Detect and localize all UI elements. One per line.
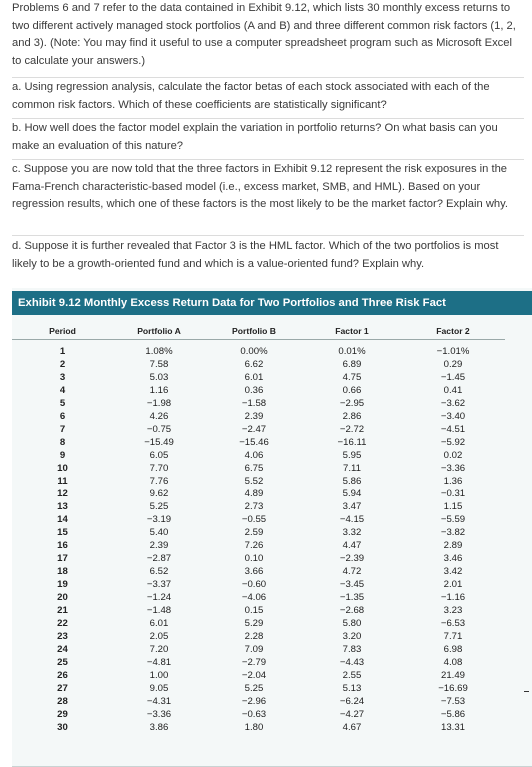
cell-portfolio-a: −0.75 <box>146 423 172 435</box>
cell-factor-1: 3.32 <box>342 527 362 539</box>
header-portfolio-a: Portfolio A <box>113 323 205 340</box>
cell-portfolio-a: 6.05 <box>149 449 169 461</box>
cell-period: 17 <box>57 553 68 565</box>
table-row <box>12 450 505 463</box>
cell-factor-2: 21.49 <box>440 669 465 681</box>
cell-portfolio-a: 7.20 <box>149 643 169 655</box>
cell-factor-2: −5.59 <box>440 514 466 526</box>
cell-portfolio-a: −2.87 <box>146 553 172 565</box>
question-a: a. Using regression analysis, calculate the factor betas of each stock associated with each of the common risk factors. Which of these coefficients are statistically significant? <box>12 81 490 111</box>
cell-factor-2: 3.42 <box>443 566 463 578</box>
table-row <box>12 540 505 553</box>
cell-factor-1: 4.47 <box>342 540 362 552</box>
cell-portfolio-b: −0.60 <box>241 579 267 591</box>
cell-period: 12 <box>57 488 68 500</box>
cell-factor-1: 5.95 <box>342 449 362 461</box>
cell-factor-1: −2.95 <box>339 397 365 409</box>
cell-portfolio-b: 5.52 <box>244 475 264 487</box>
cell-portfolio-a: 3.86 <box>149 721 169 733</box>
cell-portfolio-b: −4.06 <box>241 592 267 604</box>
cell-factor-2: 1.36 <box>443 475 463 487</box>
cell-factor-2: 2.01 <box>443 579 463 591</box>
cell-portfolio-b: 0.00% <box>240 346 268 357</box>
cell-portfolio-a: 7.58 <box>149 358 169 370</box>
cell-portfolio-a: 1.16 <box>149 384 169 396</box>
cell-factor-1: 3.20 <box>342 630 362 642</box>
table-row <box>12 437 505 450</box>
cell-factor-1: −4.27 <box>339 708 365 720</box>
cell-factor-2: 3.46 <box>443 553 463 565</box>
cell-period: 8 <box>59 436 66 448</box>
cell-factor-1: 5.94 <box>342 488 362 500</box>
cell-period: 2 <box>59 358 66 370</box>
cell-portfolio-b: 7.26 <box>244 540 264 552</box>
exhibit-image <box>12 288 532 767</box>
cell-factor-2: 4.08 <box>443 656 463 668</box>
cell-factor-1: 7.11 <box>343 462 361 474</box>
table-header-row <box>12 323 505 340</box>
question-a-section <box>12 79 524 114</box>
cell-portfolio-b: 6.01 <box>244 371 264 383</box>
table-row <box>12 553 505 566</box>
cell-factor-1: 7.83 <box>342 643 362 655</box>
table-row <box>12 592 505 605</box>
cell-factor-2: −6.53 <box>440 618 466 630</box>
table-row <box>12 385 505 398</box>
cell-portfolio-b: 2.39 <box>244 410 264 422</box>
cell-factor-2: 0.29 <box>443 358 463 370</box>
question-b: b. How well does the factor model explain the variation in portfolio returns? On what basis can you make an evaluation of this nature? <box>12 122 498 152</box>
cell-period: 6 <box>59 410 66 422</box>
cell-factor-1: −1.35 <box>339 592 365 604</box>
table-row <box>12 605 505 618</box>
cell-period: 27 <box>57 682 68 694</box>
table-row <box>12 463 505 476</box>
cell-period: 9 <box>59 449 66 461</box>
cell-portfolio-b: 5.29 <box>244 618 264 630</box>
question-c-section <box>12 161 524 214</box>
cell-portfolio-b: 5.25 <box>244 682 264 694</box>
table-row <box>12 657 505 670</box>
header-factor-2: Factor 2 <box>401 323 505 340</box>
cell-portfolio-a: −15.49 <box>144 436 174 448</box>
cell-portfolio-b: 6.75 <box>244 462 264 474</box>
cell-portfolio-b: −0.55 <box>241 514 267 526</box>
cell-factor-2: −1.16 <box>440 592 466 604</box>
divider <box>12 118 524 119</box>
cell-portfolio-b: 0.10 <box>244 553 264 565</box>
cell-portfolio-a: 7.70 <box>149 462 169 474</box>
cell-portfolio-a: 4.26 <box>149 410 169 422</box>
table-row <box>12 722 505 735</box>
cell-portfolio-a: −4.81 <box>146 656 172 668</box>
cell-period: 19 <box>57 579 68 591</box>
table-row <box>12 411 505 424</box>
cell-factor-2: −3.82 <box>440 527 466 539</box>
cell-factor-2: −7.53 <box>440 695 466 707</box>
cell-portfolio-a: 9.05 <box>149 682 169 694</box>
table-row <box>12 488 505 501</box>
cell-portfolio-b: 7.09 <box>244 643 264 655</box>
cell-factor-2: 0.02 <box>443 449 463 461</box>
question-d-section <box>12 238 524 273</box>
header-period: Period <box>12 323 113 340</box>
cell-factor-2: −3.40 <box>440 410 466 422</box>
cell-factor-1: −6.24 <box>339 695 365 707</box>
cell-factor-1: 4.75 <box>342 371 362 383</box>
question-d: d. Suppose it is further revealed that Factor 3 is the HML factor. Which of the two portfolios is most likely to be a growth-oriented fund and which is a value-oriented fund? Explain why. <box>12 240 499 270</box>
cell-portfolio-b: 1.80 <box>244 721 264 733</box>
cell-period: 11 <box>57 475 68 487</box>
cell-period: 1 <box>59 346 66 357</box>
cell-period: 5 <box>59 397 66 409</box>
cell-portfolio-b: −2.79 <box>241 656 267 668</box>
cell-portfolio-a: 6.01 <box>149 618 169 630</box>
edge-mark <box>524 691 529 692</box>
cell-portfolio-a: −1.24 <box>146 592 172 604</box>
cell-portfolio-b: −2.96 <box>241 695 267 707</box>
table-row <box>12 566 505 579</box>
cell-portfolio-a: −3.37 <box>146 579 172 591</box>
cell-period: 18 <box>57 566 68 578</box>
table-row <box>12 372 505 385</box>
cell-portfolio-b: 4.89 <box>244 488 264 500</box>
cell-period: 13 <box>57 501 68 513</box>
cell-factor-1: 2.55 <box>342 669 362 681</box>
cell-factor-1: −3.45 <box>339 579 365 591</box>
cell-factor-2: 13.31 <box>440 721 465 733</box>
cell-portfolio-a: 1.08% <box>145 346 173 357</box>
cell-portfolio-b: 0.15 <box>244 605 264 617</box>
table-row <box>12 501 505 514</box>
cell-factor-1: 5.13 <box>342 682 362 694</box>
cell-factor-1: −2.68 <box>339 605 365 617</box>
cell-portfolio-a: 5.25 <box>149 501 169 513</box>
cell-portfolio-a: −3.36 <box>146 708 172 720</box>
table-row <box>12 696 505 709</box>
cell-portfolio-b: −2.47 <box>241 423 267 435</box>
cell-factor-1: 6.89 <box>342 358 362 370</box>
cell-factor-2: 1.15 <box>443 501 463 513</box>
cell-factor-1: −4.43 <box>339 656 365 668</box>
cell-portfolio-b: 0.36 <box>244 384 264 396</box>
cell-portfolio-a: 6.52 <box>149 566 169 578</box>
cell-period: 23 <box>57 630 68 642</box>
cell-factor-2: −3.62 <box>440 397 466 409</box>
cell-factor-2: −0.31 <box>440 488 466 500</box>
cell-portfolio-a: 9.62 <box>149 488 169 500</box>
cell-factor-1: 5.80 <box>342 618 362 630</box>
cell-portfolio-a: 1.00 <box>149 669 169 681</box>
table-row <box>12 631 505 644</box>
cell-portfolio-b: −2.04 <box>241 669 267 681</box>
cell-factor-2: −1.01% <box>436 346 470 357</box>
cell-portfolio-b: −1.58 <box>241 397 267 409</box>
cell-factor-2: −4.51 <box>440 423 466 435</box>
cell-portfolio-a: 2.39 <box>149 540 169 552</box>
cell-portfolio-a: 2.05 <box>149 630 169 642</box>
exhibit-table <box>12 323 505 735</box>
cell-factor-2: −3.36 <box>440 462 466 474</box>
cell-factor-2: 6.98 <box>443 643 463 655</box>
intro-section <box>12 0 524 70</box>
cell-period: 15 <box>57 527 68 539</box>
cell-factor-1: −4.15 <box>339 514 365 526</box>
cell-portfolio-a: −1.98 <box>146 397 172 409</box>
table-row <box>12 514 505 527</box>
cell-portfolio-b: −15.46 <box>239 436 269 448</box>
cell-portfolio-b: 2.28 <box>244 630 264 642</box>
cell-portfolio-b: 2.73 <box>244 501 264 513</box>
cell-portfolio-b: 4.06 <box>244 449 264 461</box>
cell-factor-2: 3.23 <box>443 605 463 617</box>
table-row <box>12 398 505 411</box>
cell-period: 24 <box>57 643 68 655</box>
table-body <box>12 340 505 735</box>
cell-factor-1: −16.11 <box>337 436 367 448</box>
table-row <box>12 618 505 631</box>
cell-period: 22 <box>57 618 68 630</box>
cell-factor-1: 4.67 <box>342 721 362 733</box>
cell-period: 26 <box>57 669 68 681</box>
cell-period: 14 <box>57 514 68 526</box>
table-row <box>12 644 505 657</box>
cell-portfolio-a: 7.76 <box>149 475 169 487</box>
table-row <box>12 709 505 722</box>
cell-portfolio-b: 6.62 <box>244 358 264 370</box>
divider <box>12 235 524 236</box>
cell-period: 29 <box>57 708 68 720</box>
cell-factor-1: 0.66 <box>342 384 362 396</box>
divider <box>12 159 524 160</box>
cell-portfolio-a: −4.31 <box>146 695 172 707</box>
header-portfolio-b: Portfolio B <box>205 323 303 340</box>
cell-factor-1: 0.01% <box>338 346 366 357</box>
cell-factor-2: 0.41 <box>443 384 463 396</box>
cell-portfolio-a: 5.40 <box>149 527 169 539</box>
table-row <box>12 359 505 372</box>
cell-portfolio-a: −1.48 <box>146 605 172 617</box>
cell-factor-2: −5.92 <box>440 436 466 448</box>
cell-period: 28 <box>57 695 68 707</box>
intro-paragraph: Problems 6 and 7 refer to the data contained in Exhibit 9.12, which lists 30 monthly excess returns to two different actively managed stock portfolios (A and B) and three different common risk factors (1, 2, and 3). (Note: You may find it useful to use a computer spreadsheet program such as Microsoft Excel to calculate your answers.) <box>12 2 516 67</box>
cell-factor-2: −1.45 <box>440 371 466 383</box>
cell-factor-2: 7.71 <box>443 630 463 642</box>
table-row <box>12 683 505 696</box>
table-row <box>12 527 505 540</box>
table-row <box>12 424 505 437</box>
cell-period: 16 <box>57 540 68 552</box>
cell-period: 30 <box>57 721 68 733</box>
cell-portfolio-a: −3.19 <box>146 514 172 526</box>
cell-period: 10 <box>57 462 68 474</box>
cell-portfolio-b: 3.66 <box>244 566 264 578</box>
cell-factor-2: −5.86 <box>440 708 466 720</box>
cell-period: 3 <box>59 371 66 383</box>
cell-period: 7 <box>59 423 66 435</box>
table-row <box>12 340 505 359</box>
divider <box>12 77 524 78</box>
cell-factor-1: 5.86 <box>342 475 362 487</box>
header-factor-1: Factor 1 <box>303 323 401 340</box>
cell-factor-2: 2.89 <box>443 540 463 552</box>
cell-portfolio-b: −0.63 <box>241 708 267 720</box>
cell-portfolio-a: 5.03 <box>149 371 169 383</box>
cell-factor-2: −16.69 <box>438 682 468 694</box>
table-row <box>12 670 505 683</box>
cell-factor-1: −2.72 <box>339 423 365 435</box>
cell-period: 20 <box>57 592 68 604</box>
table-row <box>12 476 505 489</box>
question-c: c. Suppose you are now told that the three factors in Exhibit 9.12 represent the risk exposures in the Fama-French characteristic-based model (i.e., excess market, SMB, and HML). Based on your regression results, which one of these factors is the most likely to be the market factor? Explain why. <box>12 163 508 210</box>
cell-period: 4 <box>59 384 66 396</box>
cell-factor-1: −2.39 <box>339 553 365 565</box>
cell-portfolio-b: 2.59 <box>244 527 264 539</box>
question-b-section <box>12 120 524 155</box>
exhibit-title: Exhibit 9.12 Monthly Excess Return Data for Two Portfolios and Three Risk Fact <box>12 291 532 315</box>
cell-factor-1: 4.72 <box>342 566 362 578</box>
cell-factor-1: 3.47 <box>342 501 362 513</box>
cell-period: 21 <box>57 605 68 617</box>
table-row <box>12 579 505 592</box>
cell-period: 25 <box>57 656 68 668</box>
cell-factor-1: 2.86 <box>342 410 362 422</box>
